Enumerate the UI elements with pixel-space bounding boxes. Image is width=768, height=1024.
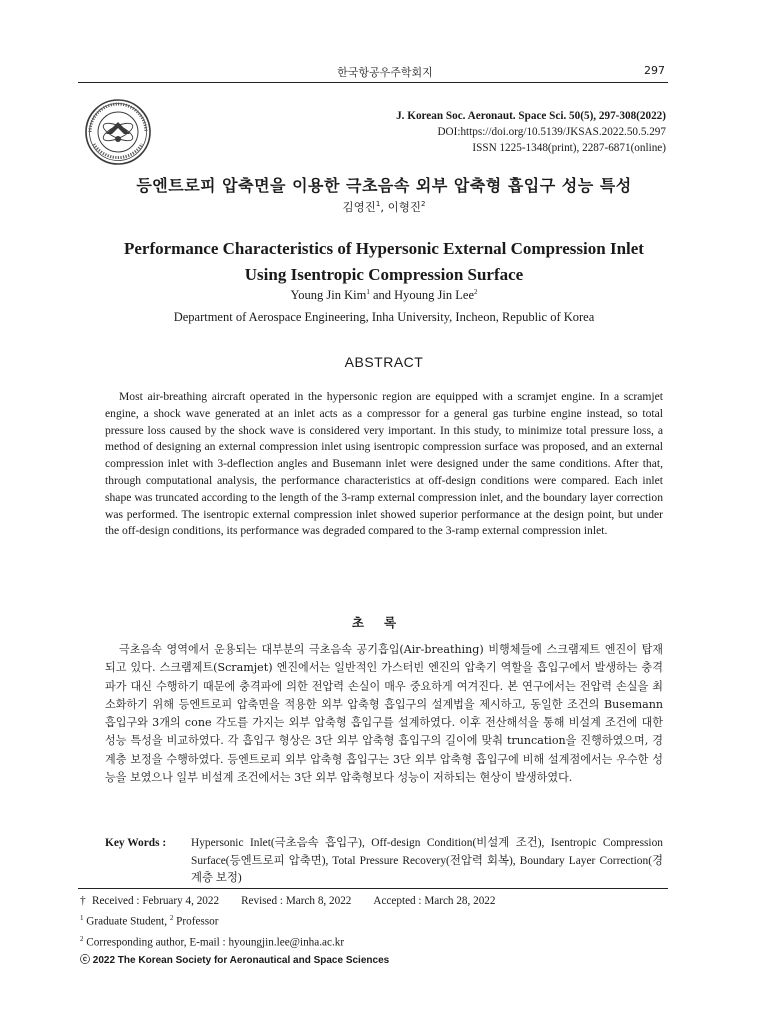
citation-doi: DOI:https://doi.org/10.5139/JKSAS.2022.50.5.297	[437, 126, 666, 138]
footnote-sup-2: 2	[169, 914, 174, 923]
citation-journal-volume: J. Korean Soc. Aeronaut. Space Sci. 50(5), 297-308(2022)	[396, 110, 666, 122]
corresponding-author-note: Corresponding author, E-mail : hyoungjin.lee@inha.ac.kr	[86, 937, 345, 950]
title-english	[0, 236, 768, 288]
citation-block	[396, 108, 666, 156]
authors-english	[0, 288, 768, 303]
author-en-1: Young Jin Kim	[290, 288, 367, 303]
footnote-corresponding	[80, 931, 495, 952]
author-en-2: Hyoung Jin Lee	[394, 288, 474, 303]
header-rule	[78, 82, 668, 83]
footnote-dates	[80, 893, 495, 910]
abstract-body: Most air-breathing aircraft operated in the hypersonic region are equipped with a scramjet engine. In a scramjet engine, a shock wave generated at an inlet acts as a compressor for a general gas turbine engine instead, so total pressure loss caused by the shock wave is considered very important. In this study, to minimize total pressure loss, a method of designing an external compression inlet using isentropic compression surface was proposed, and an external compression inlet with 3-deflection angles and Busemann inlet were designed under the same conditions. After that, through computational analysis, the performance characteristics at off-design conditions were compared. Each inlet shape was truncated according to the length of the 3-ramp external compression inlet, and the boundary layer correction was performed. The isentropic external compression inlet showed superior performance at the design point, but under the off-design conditions, its performance was degraded compared to the 3-ramp external compression inlet.	[105, 390, 663, 538]
title-en-line-2: Using Isentropic Compression Surface	[244, 265, 524, 284]
footnote-sup-1: 1	[80, 914, 84, 923]
author-ko-2: 이형진	[387, 200, 421, 214]
keywords-text: Hypersonic Inlet(극초음속 흡입구), Off-design Condition(비설계 조건), Isentropic Compression Surface(등엔트로피 압축면), Total Pressure Recovery(전압력 회복), Boundary Layer Correction(경계층 보정)	[191, 837, 663, 884]
author-ko-2-sup: 2	[420, 200, 426, 209]
dagger-mark: †	[80, 895, 86, 907]
received-date: Received : February 4, 2022	[92, 895, 220, 907]
footnote-positions	[80, 910, 495, 931]
keywords-block	[105, 835, 663, 888]
korean-abstract-body: 극초음속 영역에서 운용되는 대부분의 극초음속 공기흡입(Air-breathing) 비행체들에 스크램제트 엔진이 탑재되고 있다. 스크램제트(Scramjet) 엔진에서는 일반적인 가스터빈 엔진의 압축기 역할을 흡입구에서 발생하는 충격파가 대신 수행하기 때문에 충격파에 의한 전압력 손실이 매우 중요하게 여겨진다. 본 연구에서는 전압력 손실을 최소화하기 위해 등엔트로피 압축면을 적용한 외부 압축형 흡입구의 설계법을 제시하고, 동일한 조건의 Busemann 흡입구와 3개의 cone 각도를 가지는 외부 압축형 흡입구를 설계하였다. 이후 전산해석을 통해 비설계 조건에 대한 성능 특성을 비교하였다. 각 흡입구 형상은 3단 외부 압축형 흡입구의 길이에 맞춰 truncation을 진행하였으며, 경계층 보정을 수행하였다. 등엔트로피 외부 압축형 흡입구는 3단 외부 압축형 흡입구에 비해 설계점에서는 우수한 성능을 보였으나 일부 비설계 조건에서는 3단 외부 압축형보다 성능이 저하되는 현상이 발생하였다.	[105, 643, 663, 785]
author-en-1-sup: 1	[366, 288, 370, 296]
author-ko-1-sup: 1	[375, 200, 381, 209]
keywords-label: Key Words :	[105, 837, 167, 849]
professor-note: Professor	[176, 916, 219, 929]
footnote-rule	[78, 888, 668, 889]
footnotes	[80, 893, 495, 970]
citation-issn: ISSN 1225-1348(print), 2287-6871(online)	[472, 142, 666, 154]
revised-date: Revised : March 8, 2022	[241, 895, 352, 907]
journal-name-ko: 한국항공우주학회지	[337, 66, 433, 79]
affiliation: Department of Aerospace Engineering, Inha University, Incheon, Republic of Korea	[173, 310, 595, 324]
accepted-date: Accepted : March 28, 2022	[373, 895, 496, 907]
authors-korean	[0, 199, 768, 215]
author-ko-1: 김영진	[342, 200, 376, 214]
graduate-student-note: Graduate Student,	[86, 916, 170, 929]
society-seal-logo	[84, 98, 152, 166]
title-en-line-1: Performance Characteristics of Hypersonic External Compression Inlet	[124, 239, 644, 258]
korean-abstract-heading: 초록	[351, 615, 417, 630]
abstract-heading: ABSTRACT	[344, 354, 424, 370]
footnote-sup-2b: 2	[80, 935, 84, 944]
author-ko-separator: ,	[380, 200, 388, 214]
author-en-2-sup: 2	[474, 288, 478, 296]
page-number: 297	[644, 64, 665, 77]
copyright-notice: ⓒ 2022 The Korean Society for Aeronautical and Space Sciences	[80, 955, 390, 967]
author-en-and: and	[369, 288, 395, 303]
title-korean: 등엔트로피 압축면을 이용한 극초음속 외부 압축형 흡입구 성능 특성	[136, 176, 632, 195]
